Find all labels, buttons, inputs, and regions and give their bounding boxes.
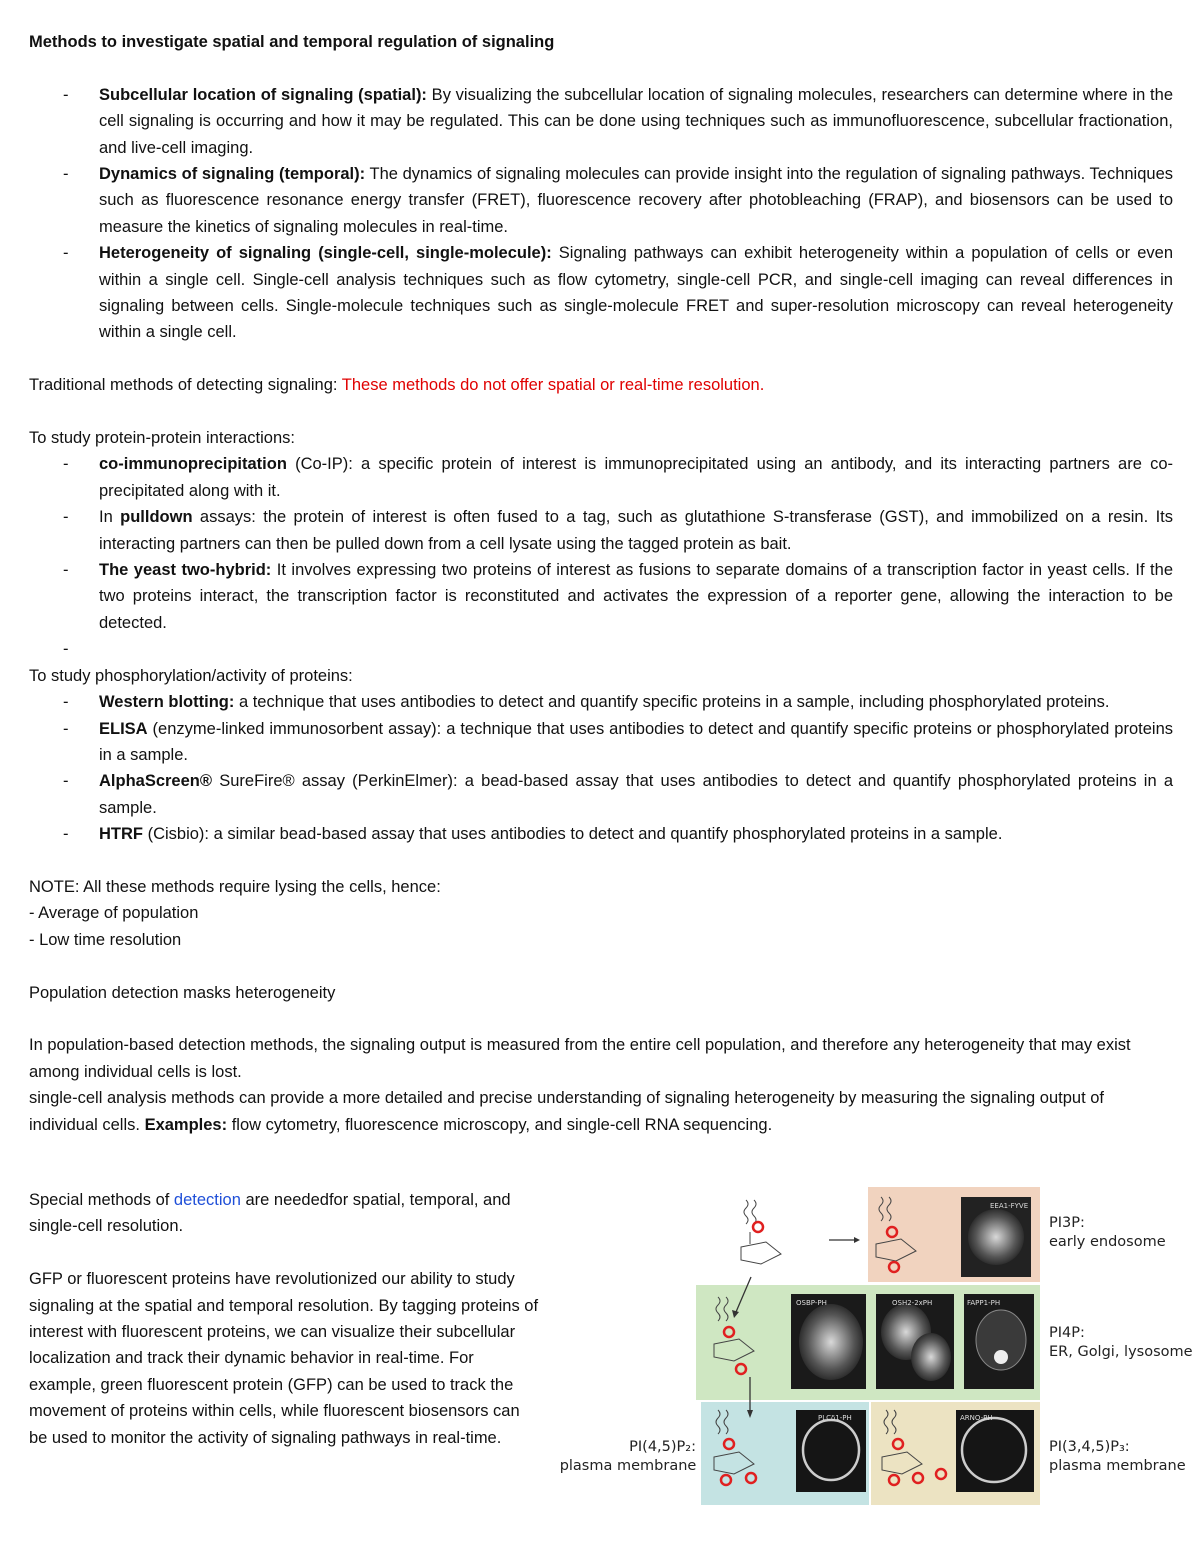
methods-list — [29, 82, 1173, 346]
ppi-heading: To study protein-protein interactions: — [29, 429, 295, 448]
list-item: - The yeast two-hybrid: It involves expressing two proteins of interest as fusions to separate domains of a transcription factor in yeast cells. If the two proteins interact, the transcription factor is reconstituted and activates the expression of a reporter gene, allowing the interaction to be detected. — [99, 557, 1173, 636]
page-title: Methods to investigate spatial and temporal regulation of signaling — [29, 33, 555, 51]
list-item: - AlphaScreen® SureFire® assay (PerkinElmer): a bead-based assay that uses antibodies to detect and quantify phosphorylated proteins in a sample. — [99, 768, 1173, 821]
note-line: NOTE: All these methods require lysing the cells, hence: — [29, 877, 441, 896]
tag-osbp: OSBP-PH — [796, 1299, 827, 1307]
detection-link: detection — [173, 1191, 241, 1209]
label-pi4p: PI4P: ER, Golgi, lysosome — [1049, 1325, 1193, 1360]
list-item: - In pulldown assays: the protein of interest is often fused to a tag, such as glutathione S-transferase (GST), and immobilized on a resin. Its interacting partners can then be pulled down from a cell lysate using the tagged protein as bait. — [99, 504, 1173, 557]
single-cell-paragraph: single-cell analysis methods can provide a more detailed and precise understanding of signaling heterogeneity by measuring the signaling output of individual cells. Examples: flow cytometry, fluorescence microscopy, and single-cell RNA sequencing. — [29, 1089, 1104, 1134]
note-line: - Low time resolution — [29, 930, 182, 949]
list-item: - Heterogeneity of signaling (single-cell, single-molecule): Signaling pathways can exhibit heterogeneity within a population of cells or even within a single cell. Single-cell analysis techniques such as flow cytometry, single-cell PCR, and single-cell imaging can reveal differences in signaling between cells. Single-molecule techniques such as single-molecule FRET and super-resolution microscopy can reveal heterogeneity within a single cell. — [99, 240, 1173, 346]
label-pi3p: PI3P: early endosome — [1049, 1215, 1166, 1250]
population-heading: Population detection masks heterogeneity — [29, 983, 336, 1002]
note-line: - Average of population — [29, 904, 199, 923]
special-methods: Special methods of detection are neededfor spatial, temporal, and single-cell resolution. — [29, 1191, 511, 1236]
document-page — [29, 29, 1173, 1138]
population-paragraph: In population-based detection methods, the signaling output is measured from the entire cell population, and therefore any heterogeneity that may exist among individual cells is lost. — [29, 1036, 1131, 1081]
list-item — [99, 636, 1173, 662]
traditional-methods: Traditional methods of detecting signaling: These methods do not offer spatial or real-time resolution. — [29, 376, 765, 395]
tag-osh2: OSH2-2xPH — [892, 1299, 933, 1307]
tag-arno: ARNO-PH — [960, 1414, 993, 1422]
list-item: - Western blotting: a technique that uses antibodies to detect and quantify specific proteins in a sample, including phosphorylated proteins. — [99, 689, 1173, 715]
ppi-list — [29, 451, 1173, 662]
label-pi45p2: PI(4,5)P₂: plasma membrane — [559, 1439, 697, 1474]
list-item: - co-immunoprecipitation (Co-IP): a specific protein of interest is immunoprecipitated using an antibody, and its interacting partners are co-precipitated along with it. — [99, 451, 1173, 504]
list-item: - Subcellular location of signaling (spatial): By visualizing the subcellular location of signaling molecules, researchers can determine where in the cell signaling is occurring and how it may be regulated. This can be done using techniques such as immunofluorescence, subcellular fractionation, and live-cell imaging. — [99, 82, 1173, 161]
tag-fapp1: FAPP1-PH — [967, 1299, 1001, 1307]
phosphoinositide-figure — [546, 1182, 1200, 1507]
list-item: - HTRF (Cisbio): a similar bead-based assay that uses antibodies to detect and quantify phosphorylated proteins in a sample. — [99, 821, 1173, 847]
list-item: - ELISA (enzyme-linked immunosorbent assay): a technique that uses antibodies to detect and quantify specific proteins or phosphorylated proteins in a sample. — [99, 716, 1173, 769]
list-item: - Dynamics of signaling (temporal): The dynamics of signaling molecules can provide insight into the regulation of signaling pathways. Techniques such as fluorescence resonance energy transfer (FRET), fluorescence recovery after photobleaching (FRAP), and biosensors can be used to measure the kinetics of signaling molecules in real-time. — [99, 161, 1173, 240]
phospho-list — [29, 689, 1173, 847]
label-pi345p3: PI(3,4,5)P₃: plasma membrane — [1049, 1439, 1186, 1474]
gfp-paragraph: GFP or fluorescent proteins have revolutionized our ability to study signaling at the spatial and temporal resolution. By tagging proteins of interest with fluorescent proteins, we can visualize their subcellular localization and track their dynamic behavior in real-time. For example, green fluorescent protein (GFP) can be used to track the movement of proteins within cells, while fluorescent biosensors can be used to monitor the activity of signaling pathways in real-time. — [29, 1270, 539, 1447]
tag-plcd1: PLCδ1-PH — [818, 1414, 852, 1422]
phospho-heading: To study phosphorylation/activity of proteins: — [29, 666, 353, 685]
tag-eea1: EEA1-FYVE — [990, 1202, 1029, 1210]
left-column — [29, 1187, 541, 1451]
traditional-warning: These methods do not offer spatial or real-time resolution. — [341, 376, 765, 395]
